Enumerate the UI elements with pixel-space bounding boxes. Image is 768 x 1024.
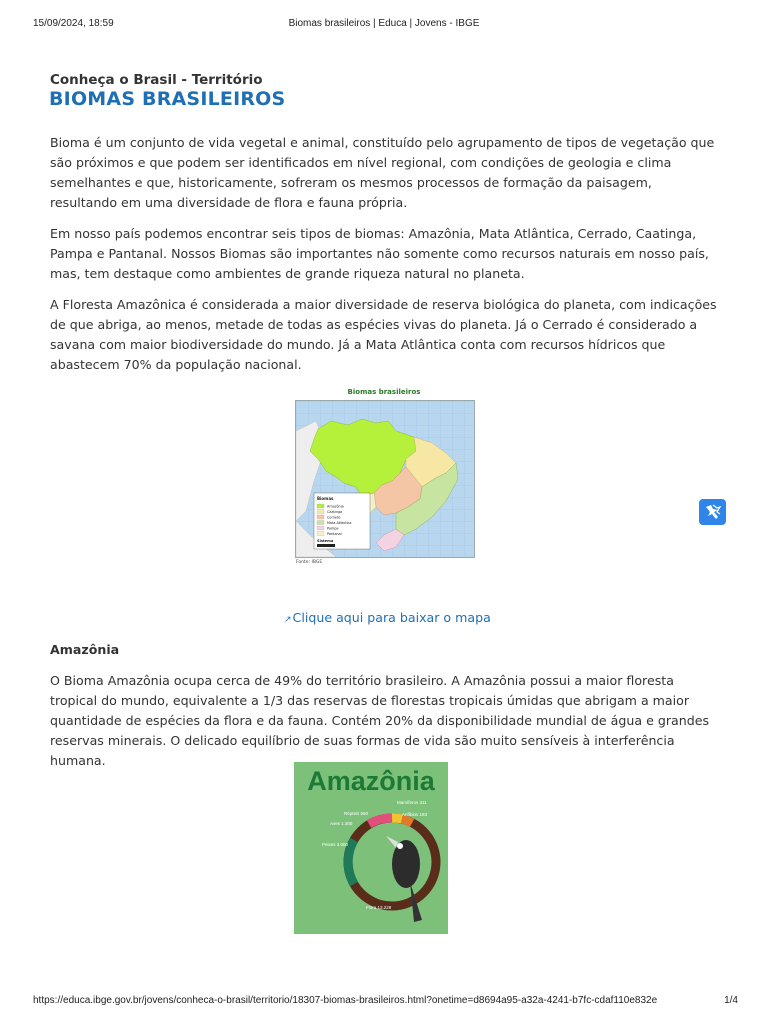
print-url: https://educa.ibge.gov.br/jovens/conheca-o-brasil/territorio/18307-biomas-brasileiros.html?onetime=d8694a95-a32a-4241-b7fc-cdaf110e832e — [33, 995, 658, 1006]
amazonia-heading: Amazônia — [50, 642, 120, 657]
infographic-title: Amazônia — [307, 766, 435, 796]
label-flora: Flora 13.229 — [366, 905, 392, 910]
legend-label: Pampa — [327, 526, 339, 531]
label-birds: Aves 1.300 — [330, 821, 353, 826]
legend-label: Caatinga — [327, 509, 343, 514]
accessibility-button[interactable] — [699, 499, 726, 525]
paragraph-biome-types: Em nosso país podemos encontrar seis tipos de biomas: Amazônia, Mata Atlântica, Cerrado, Caatinga, Pampa e Pantanal. Nossos Biomas são importantes não somente como recursos naturais em nosso país, mas, tem destaque como ambientes de grande riqueza natural no planeta. — [50, 226, 709, 281]
map-title: Biomas brasileiros — [347, 388, 421, 396]
label-mammals: Mamíferos 311 — [397, 800, 427, 805]
print-footer — [0, 995, 768, 1009]
legend-swatch — [317, 515, 324, 519]
external-link-icon: ↗ — [284, 615, 292, 625]
download-map-link[interactable] — [284, 610, 491, 625]
section-breadcrumb: Conheça o Brasil - Território — [50, 72, 263, 88]
print-page-number: 1/4 — [724, 995, 738, 1006]
legend-label: Amazônia — [327, 504, 344, 509]
legend-swatch — [317, 521, 324, 525]
legend-system-title: Sistema — [317, 539, 334, 543]
legend-swatch — [317, 510, 324, 514]
label-amphibians: Anfíbios 163 — [402, 812, 428, 817]
legend-swatch — [317, 504, 324, 508]
legend-title: Biomas — [317, 496, 334, 501]
paragraph-amazonia: O Bioma Amazônia ocupa cerca de 49% do território brasileiro. A Amazônia possui a maior floresta tropical do mundo, equivalente a 1/3 das reservas de florestas tropicais úmidas que abrigam a maior quantidade de espécies da flora e da fauna. Contém 20% da disponibilidade mundial de água e grandes reservas minerais. O delicado equilíbrio de suas formas de vida são muito sensíveis à interferência humana. — [50, 673, 710, 768]
print-page-title: Biomas brasileiros | Educa | Jovens - IBGE — [288, 18, 480, 29]
paragraph-bioma-definition: Bioma é um conjunto de vida vegetal e animal, constituído pelo agrupamento de tipos de vegetação que são próximos e que podem ser identificados em nível regional, com condições de geologia e clima semelhantes e que, historicamente, sofreram os mesmos processos de formação da paisagem, resultando em uma diversidade de flora e fauna própria. — [50, 135, 715, 210]
print-datetime: 15/09/2024, 18:59 — [33, 18, 114, 29]
legend-swatch — [317, 526, 324, 530]
legend-label: Mata Atlântica — [327, 520, 352, 525]
amazonia-infographic — [294, 762, 465, 934]
biomes-map — [295, 400, 475, 558]
label-reptiles: Répteis 550 — [344, 811, 369, 816]
paragraph-biodiversity: A Floresta Amazônica é considerada a maior diversidade de reserva biológica do planeta, com indicações de que abriga, ao menos, metade de todas as espécies vivas do planeta. Já o Cerrado é considerado a savana com maior biodiversidade do mundo. Já a Mata Atlântica conta com recursos hídricos que abastecem 70% da população nacional. — [50, 297, 717, 372]
print-header — [0, 18, 768, 32]
legend-label: Pantanal — [327, 531, 342, 536]
legend-swatch — [317, 532, 324, 536]
label-fish: Peixes 3.000 — [322, 842, 349, 847]
legend-label: Cerrado — [327, 515, 341, 520]
page-title: BIOMAS BRASILEIROS — [49, 88, 286, 110]
sign-language-hands-icon — [699, 499, 726, 525]
biomes-map-image — [294, 388, 474, 580]
download-map-label: Clique aqui para baixar o mapa — [292, 610, 491, 625]
infographic-agency: Agência IBGE de Notícias — [460, 762, 465, 823]
map-source: Fonte: IBGE — [296, 560, 323, 565]
